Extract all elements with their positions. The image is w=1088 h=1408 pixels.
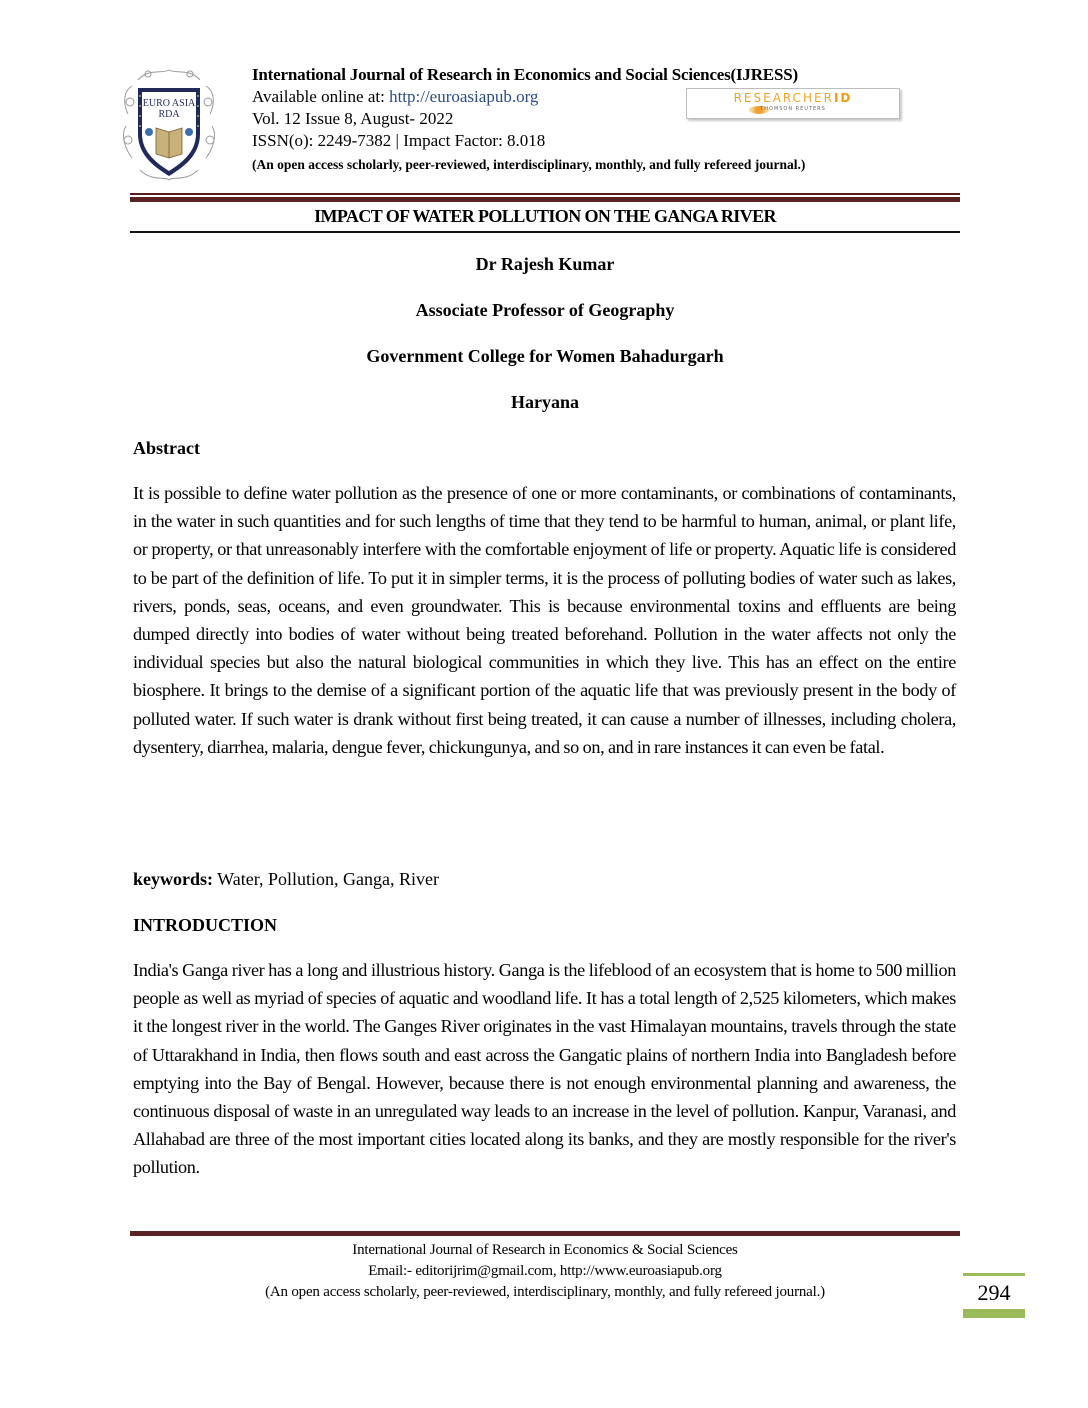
title-underline-rule	[130, 231, 960, 233]
journal-tagline: (An open access scholarly, peer-reviewed, interdisciplinary, monthly, and fully refereed journal.)	[252, 157, 806, 172]
author-position: Associate Professor of Geography	[415, 300, 675, 320]
available-label: Available online at:	[252, 87, 390, 106]
issn-impact-factor: ISSN(o): 2249-7382 | Impact Factor: 8.018	[252, 131, 546, 150]
journal-title: International Journal of Research in Economics and Social Sciences(IJRESS)	[252, 65, 798, 84]
header-rule-thin	[130, 193, 960, 195]
page-number: 294	[977, 1280, 1011, 1305]
author-state: Haryana	[510, 392, 579, 412]
footer-contact: Email:- editorijrim@gmail.com, http://www.euroasiapub.org	[368, 1263, 722, 1279]
journal-url-link[interactable]: http://euroasiapub.org	[389, 87, 539, 106]
keywords-value: Water, Pollution, Ganga, River	[213, 869, 439, 889]
keywords-line	[133, 868, 439, 890]
article-title: IMPACT OF WATER POLLUTION ON THE GANGA RIVER	[314, 206, 776, 226]
footer-rule	[130, 1231, 960, 1236]
researcherid-wordmark: RESEARCHERID	[733, 91, 853, 105]
euro-asia-rda-crest-icon	[118, 66, 220, 184]
page-number-top-bar	[963, 1273, 1025, 1276]
researcherid-badge	[686, 88, 900, 119]
svg-text:EURO ASIA: EURO ASIA	[142, 98, 196, 109]
page-footer	[130, 1240, 960, 1303]
author-name: Dr Rajesh Kumar	[475, 254, 615, 274]
page-number-bottom-bar	[963, 1309, 1025, 1318]
abstract-heading: Abstract	[133, 438, 200, 458]
introduction-heading: INTRODUCTION	[133, 915, 278, 935]
header-rule-thick	[130, 197, 960, 202]
svg-text:RDA: RDA	[158, 109, 180, 120]
keywords-label: keywords:	[133, 869, 213, 889]
abstract-text: It is possible to define water pollution as the presence of one or more contaminants, or combinations of contaminants, in the water in such quantities and for such lengths of time that they tend to be harmful to human, animal, or plant life, or property, or that unreasonably interfere with the comfortable enjoyment of life or property. Aquatic life is considered to be part of the definition of life. To put it in simpler terms, it is the process of polluting bodies of water such as lakes, rivers, ponds, seas, oceans, and even groundwater. This is because environmental toxins and effluents are being dumped directly into bodies of water without being treated beforehand. Pollution in the water affects not only the individual species but also the natural biological communities in which they live. This has an effect on the entire biosphere. It brings to the demise of a significant portion of the aquatic life that was previously present in the body of polluted water. If such water is drank without first being treated, it can cause a number of illnesses, including cholera, dysentery, diarrhea, malaria, dengue fever, chickungunya, and so on, and in rare instances it can even be fatal.	[133, 483, 956, 757]
footer-tagline: (An open access scholarly, peer-reviewed, interdisciplinary, monthly, and fully refereed journal.)	[265, 1284, 825, 1300]
journal-header	[252, 64, 972, 176]
researcherid-subtext: THOMSON REUTERS	[760, 106, 826, 112]
author-institution: Government College for Women Bahadurgarh	[366, 346, 724, 366]
journal-logo	[118, 66, 220, 184]
volume-issue: Vol. 12 Issue 8, August- 2022	[252, 109, 454, 128]
footer-journal-name: International Journal of Research in Economics & Social Sciences	[352, 1242, 738, 1258]
introduction-text: India's Ganga river has a long and illustrious history. Ganga is the lifeblood of an ecosystem that is home to 500 million people as well as myriad of species of aquatic and woodland life. It has a total length of 2,525 kilometers, which makes it the longest river in the world. The Ganges River originates in the vast Himalayan mountains, travels through the state of Uttarakhand in India, then flows south and east across the Gangatic plains of northern India into Bangladesh before emptying into the Bay of Bengal. However, because there is not enough environmental planning and awareness, the continuous disposal of waste in an unregulated way leads to an increase in the level of pollution. Kanpur, Varanasi, and Allahabad are three of the most important cities located along its banks, and they are mostly responsible for the river's pollution.	[133, 960, 956, 1178]
